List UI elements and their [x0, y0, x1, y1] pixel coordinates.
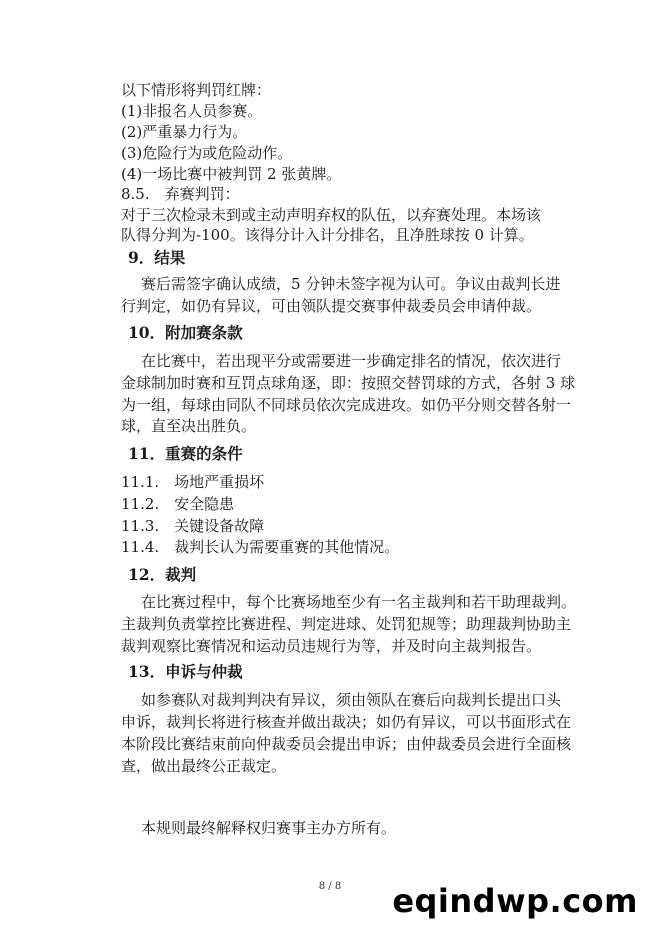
- extra-line: 在比赛中，若出现平分或需要进一步确定排名的情况，依次进行: [141, 352, 562, 370]
- referee-line: 裁判观察比赛情况和运动员违规行为等，并及时向主裁判报告。: [121, 637, 542, 655]
- red-card-item: (4)一场比赛中被判罚 2 张黄牌。: [121, 165, 342, 183]
- extra-line: 金球制加时赛和互罚点球角逐，即：按照交替罚球的方式，各射 3 球: [121, 374, 576, 392]
- referee-line: 在比赛过程中，每个比赛场地至少有一名主裁判和若干助理裁判。: [141, 593, 577, 611]
- replay-item: 11.2. 安全隐患: [121, 495, 235, 513]
- watermark: eqindwp.com: [392, 882, 638, 920]
- section-heading-appeal: 13．申诉与仲裁: [128, 662, 243, 681]
- red-card-item: (3)危险行为或危险动作。: [121, 144, 293, 162]
- appeal-line: 本阶段比赛结束前向仲裁委员会提出申诉；由仲裁委员会进行全面核: [121, 735, 572, 753]
- results-line: 赛后需签字确认成绩，5 分钟未签字视为认可。争议由裁判长进: [141, 275, 561, 293]
- replay-item: 11.3. 关键设备故障: [121, 517, 265, 535]
- section-heading-referee: 12．裁判: [128, 565, 197, 584]
- appeal-line: 查，做出最终公正裁定。: [121, 757, 287, 775]
- section-heading-results: 9．结果: [128, 248, 186, 267]
- red-card-intro: 以下情形将判罚红牌：: [121, 81, 272, 99]
- appeal-line: 申诉，裁判长将进行核查并做出裁决；如仍有异议，可以书面形式在: [121, 713, 572, 731]
- section-heading-extra: 10．附加赛条款: [128, 323, 243, 342]
- page-number: 8 / 8: [318, 881, 342, 892]
- section-heading-replay: 11．重赛的条件: [128, 444, 243, 463]
- final-note: 本规则最终解释权归赛事主办方所有。: [141, 819, 397, 837]
- replay-item: 11.4. 裁判长认为需要重赛的其他情况。: [121, 538, 400, 556]
- extra-line: 球，直至决出胜负。: [121, 417, 257, 435]
- referee-line: 主裁判负责掌控比赛进程、判定进球、处罚犯规等；助理裁判协助主: [121, 615, 572, 633]
- forfeit-title: 8.5. 弃赛判罚：: [121, 185, 240, 203]
- results-line: 行判定，如仍有异议，可由领队提交赛事仲裁委员会申请仲裁。: [121, 297, 542, 315]
- appeal-line: 如参赛队对裁判判决有异议，须由领队在赛后向裁判长提出口头: [141, 691, 562, 709]
- red-card-item: (2)严重暴力行为。: [121, 123, 248, 141]
- red-card-item: (1)非报名人员参赛。: [121, 102, 263, 120]
- forfeit-line: 队得分判为-100。该得分计入计分排名，且净胜球按 0 计算。: [121, 226, 534, 244]
- forfeit-line: 对于三次检录未到或主动声明弃权的队伍，以弃赛处理。本场该: [121, 206, 542, 224]
- replay-item: 11.1. 场地严重损坏: [121, 473, 265, 491]
- extra-line: 为一组，每球由同队不同球员依次完成进攻。如仍平分则交替各射一: [121, 396, 572, 414]
